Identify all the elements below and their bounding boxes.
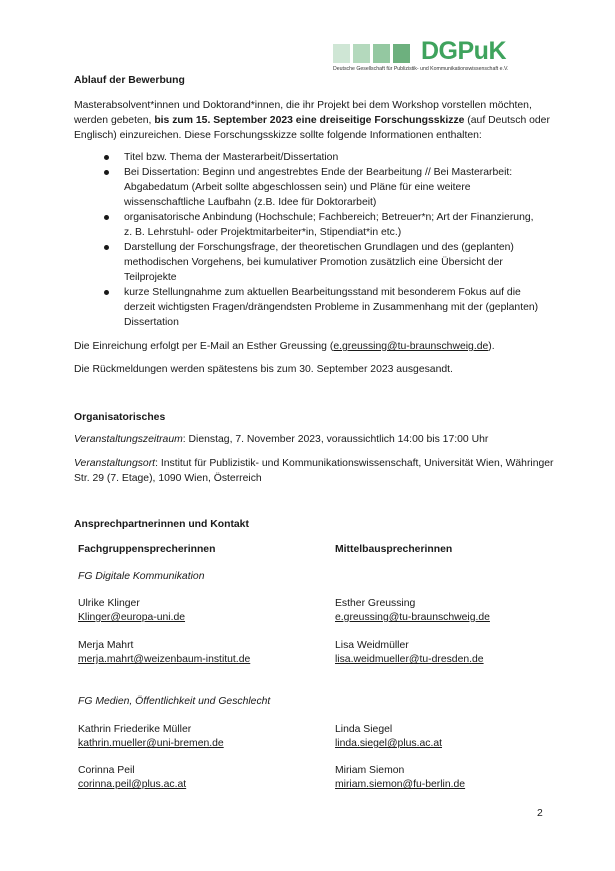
- page-number: 2: [537, 808, 543, 819]
- event-venue-value: : Institut für Publizistik- und Kommunikationswissenschaft, Universität Wien, Währinger Str. 29 (7. Etage), 1090 Wien, Österreich: [74, 458, 554, 484]
- list-item: [74, 165, 544, 210]
- contact-entry: [78, 639, 250, 667]
- contact-email-link[interactable]: Klinger@europa-uni.de: [78, 612, 186, 623]
- logo-bars: [333, 44, 410, 63]
- intro-text-1: Masterabsolvent*innen und Doktorand*innen, die ihr Projekt bei dem Workshop vorstellen möchten, werden gebeten,: [74, 100, 532, 126]
- submission-email-link[interactable]: e.greussing@tu-braunschweig.de: [333, 341, 489, 352]
- logo-bar: [373, 44, 390, 63]
- bullet-icon: [104, 215, 109, 220]
- event-period-value: : Dienstag, 7. November 2023, voraussichtlich 14:00 bis 17:00 Uhr: [182, 434, 489, 445]
- bullet-icon: [104, 155, 109, 160]
- contact-name: Esther Greussing: [335, 598, 416, 609]
- intro-deadline: bis zum 15. September 2023 eine dreiseitige Forschungsskizze: [154, 115, 465, 126]
- contact-entry: [78, 597, 185, 625]
- contact-email-link[interactable]: lisa.weidmueller@tu-dresden.de: [335, 654, 484, 665]
- group-title-gender: FG Medien, Öffentlichkeit und Geschlecht: [78, 696, 271, 707]
- event-period-label: Veranstaltungszeitraum: [74, 434, 183, 445]
- submission-prefix: Die Einreichung erfolgt per E-Mail an Esther Greussing (: [74, 341, 334, 352]
- logo-bar: [333, 44, 350, 63]
- contact-email-link[interactable]: e.greussing@tu-braunschweig.de: [335, 612, 490, 623]
- submission-info: [74, 339, 554, 354]
- contact-email-link[interactable]: corinna.peil@plus.ac.at: [78, 779, 187, 790]
- group-title-digital: FG Digitale Kommunikation: [78, 571, 205, 582]
- contact-email-link[interactable]: merja.mahrt@weizenbaum-institut.de: [78, 654, 251, 665]
- left-column-header: Fachgruppensprecherinnen: [78, 544, 216, 555]
- contact-entry: [78, 764, 186, 792]
- contact-entry: [335, 597, 490, 625]
- list-item: [74, 285, 544, 330]
- contact-name: Linda Siegel: [335, 724, 393, 735]
- contact-email-link[interactable]: kathrin.mueller@uni-bremen.de: [78, 738, 224, 749]
- contact-entry: [78, 723, 224, 751]
- logo-subtitle: Deutsche Gesellschaft für Publizistik- und Kommunikationswissenschaft e.V.: [333, 66, 509, 72]
- contacts-heading: Ansprechpartnerinnen und Kontakt: [74, 519, 249, 530]
- contact-name: Merja Mahrt: [78, 640, 134, 651]
- application-heading: Ablauf der Bewerbung: [74, 75, 185, 86]
- bullet-icon: [104, 170, 109, 175]
- organisation-heading: Organisatorisches: [74, 412, 166, 423]
- contact-email-link[interactable]: miriam.siemon@fu-berlin.de: [335, 779, 466, 790]
- requirements-list: [74, 150, 544, 330]
- list-item-text: Bei Dissertation: Beginn und angestrebtes Ende der Bearbeitung // Bei Masterarbeit: Abgabedatum (Arbeit sollte abgeschlossen sein) und Pläne für eine weitere wissenschaftliche Laufbahn (z.B. Idee für Doktorarbeit): [124, 167, 513, 208]
- list-item: [74, 240, 544, 285]
- contact-entry: [335, 764, 465, 792]
- list-item-text: Titel bzw. Thema der Masterarbeit/Dissertation: [124, 152, 339, 163]
- contact-name: Kathrin Friederike Müller: [78, 724, 192, 735]
- logo-text: DGPuK: [421, 37, 506, 65]
- event-venue: [74, 456, 554, 486]
- list-item-text: Darstellung der Forschungsfrage, der theoretischen Grundlagen und des (geplanten) methodischen Vorgehens, bei kumulativer Promotion zusätzlich eine Übersicht der Teilprojekte: [124, 242, 514, 283]
- submission-suffix: ).: [488, 341, 495, 352]
- logo-bar: [393, 44, 410, 63]
- contact-name: Lisa Weidmüller: [335, 640, 409, 651]
- logo-bar: [353, 44, 370, 63]
- list-item-text: kurze Stellungnahme zum aktuellen Bearbeitungsstand mit besonderem Fokus auf die derzeit wichtigsten Fragen/drängendsten Probleme in Zusammenhang mit der (geplanten) Dissertation: [124, 287, 539, 328]
- event-venue-label: Veranstaltungsort: [74, 458, 156, 469]
- intro-text-2: (auf Deutsch oder Englisch) einzureichen. Diese Forschungsskizze sollte folgende Informationen enthalten:: [74, 115, 550, 141]
- event-period: [74, 432, 554, 447]
- contact-entry: [335, 723, 442, 751]
- bullet-icon: [104, 290, 109, 295]
- contact-name: Ulrike Klinger: [78, 598, 140, 609]
- dgpuk-logo: [333, 37, 555, 74]
- list-item-text: organisatorische Anbindung (Hochschule; Fachbereich; Betreuer*n; Art der Finanzierung, z. B. Lehrstuhl- oder Projektmitarbeiter*in, Stipendiat*in etc.): [124, 212, 534, 238]
- application-intro: [74, 98, 554, 143]
- feedback-info: Die Rückmeldungen werden spätestens bis zum 30. September 2023 ausgesandt.: [74, 364, 453, 375]
- contact-email-link[interactable]: linda.siegel@plus.ac.at: [335, 738, 443, 749]
- list-item: [74, 210, 544, 240]
- list-item: [74, 150, 544, 165]
- contact-name: Corinna Peil: [78, 765, 135, 776]
- bullet-icon: [104, 245, 109, 250]
- contact-name: Miriam Siemon: [335, 765, 405, 776]
- contact-entry: [335, 639, 484, 667]
- right-column-header: Mittelbausprecherinnen: [335, 544, 453, 555]
